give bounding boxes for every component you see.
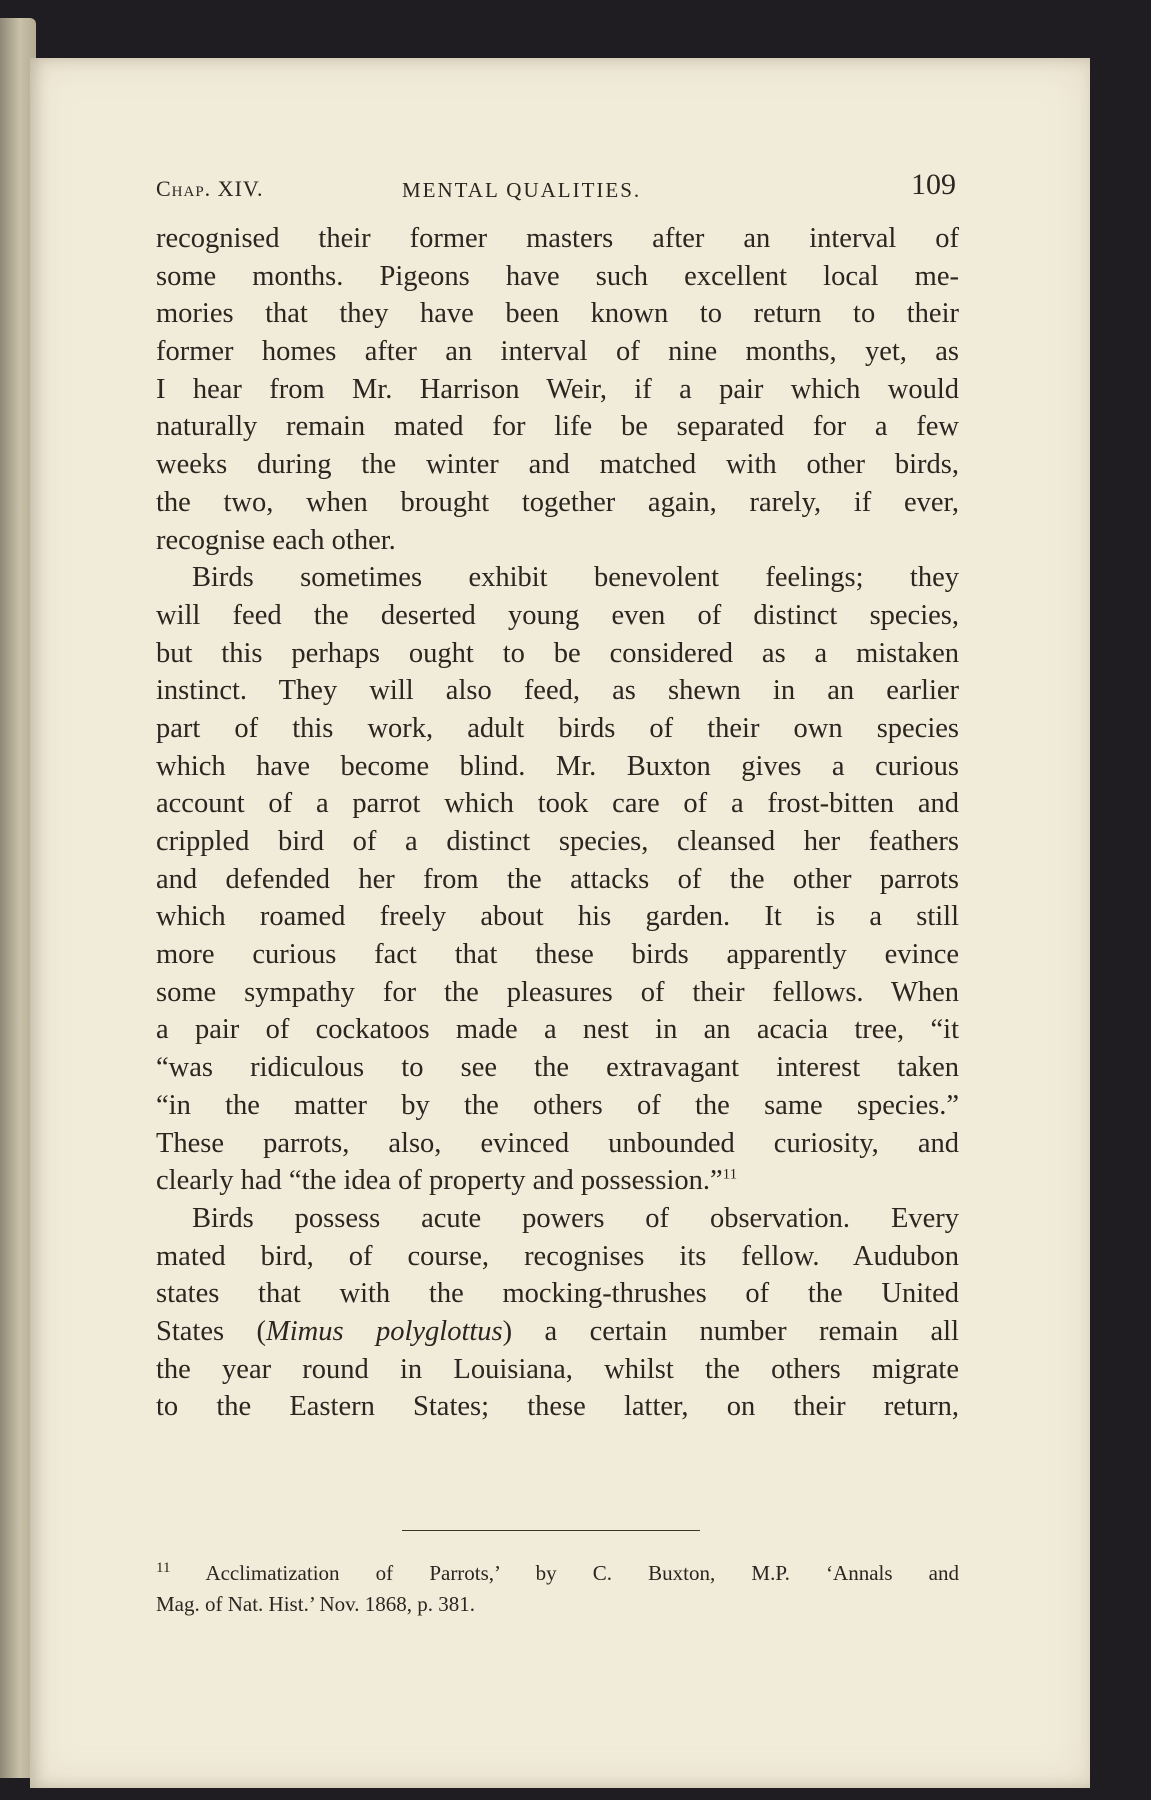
text-line: Birds possess acute powers of observation. Every	[192, 1202, 959, 1234]
text-line: recognise each other.	[156, 524, 396, 556]
text-line: mories that they have been known to return to their	[156, 298, 959, 330]
text-line: and defended her from the attacks of the other parrots	[156, 863, 959, 895]
text-line: which have become blind. Mr. Buxton gives a curious	[156, 750, 959, 782]
footnote-text: Acclimatization of Parrots,’ by C. Buxton, M.P. ‘Annals and	[205, 1561, 959, 1585]
text-line: which roamed freely about his garden. It is a still	[156, 901, 959, 933]
text-line: former homes after an interval of nine months, yet, as	[156, 336, 959, 368]
running-title: MENTAL QUALITIES.	[402, 178, 642, 202]
species-name-italic: Mimus polyglottus	[265, 1315, 503, 1347]
book-page	[30, 58, 1090, 1788]
text-line: crippled bird of a distinct species, cleansed her feathers	[156, 826, 959, 857]
text-segment: ) a certain number remain all	[502, 1315, 959, 1347]
text-line: some months. Pigeons have such excellent local me-	[156, 260, 959, 292]
body-text	[156, 220, 959, 1426]
footnote-divider	[402, 1530, 700, 1531]
text-line: some sympathy for the pleasures of their fellows. When	[156, 976, 959, 1008]
text-line: will feed the deserted young even of distinct species,	[156, 599, 959, 631]
text-line: I hear from Mr. Harrison Weir, if a pair which would	[156, 373, 959, 405]
text-line: part of this work, adult birds of their own species	[156, 712, 959, 744]
text-line-with-italic	[156, 1313, 959, 1351]
running-head	[156, 168, 956, 208]
text-line: but this perhaps ought to be considered as a mistaken	[156, 637, 959, 669]
text-line: “in the matter by the others of the same species.”	[156, 1089, 959, 1121]
text-line: recognised their former masters after an interval of	[156, 223, 959, 254]
text-line: weeks during the winter and matched with other birds,	[156, 449, 959, 481]
text-line: mated bird, of course, recognises its fellow. Audubon	[156, 1240, 959, 1272]
text-segment: States (	[156, 1315, 266, 1347]
text-line-with-footnote-ref	[156, 1162, 959, 1200]
text-line: the two, when brought together again, rarely, if ever,	[156, 486, 959, 518]
text-line: a pair of cockatoos made a nest in an acacia tree, “it	[156, 1014, 959, 1046]
text-line: states that with the mocking-thrushes of the United	[156, 1278, 959, 1310]
text-line: These parrots, also, evinced unbounded curiosity, and	[156, 1127, 959, 1159]
chapter-label: Chap. XIV.	[156, 176, 264, 201]
text-line: naturally remain mated for life be separated for a few	[156, 411, 959, 443]
footnote-line	[156, 1558, 959, 1589]
text-line: more curious fact that these birds apparently evince	[156, 939, 959, 971]
text-line: “was ridiculous to see the extravagant interest taken	[156, 1052, 959, 1084]
footnote-reference: 11	[722, 1166, 738, 1183]
text-line: account of a parrot which took care of a frost-bitten and	[156, 788, 959, 820]
text-line: the year round in Louisiana, whilst the others migrate	[156, 1353, 959, 1385]
text-line: instinct. They will also feed, as shewn in an earlier	[156, 675, 959, 707]
text-line-content: clearly had “the idea of property and possession.”	[156, 1165, 723, 1197]
text-line: Birds sometimes exhibit benevolent feelings; they	[192, 562, 959, 594]
page-number: 109	[911, 168, 956, 201]
footnote-line: Mag. of Nat. Hist.’ Nov. 1868, p. 381.	[156, 1592, 476, 1616]
text-line: to the Eastern States; these latter, on their return,	[156, 1391, 959, 1423]
footnote-number: 11	[156, 1560, 171, 1576]
footnote	[156, 1558, 959, 1620]
